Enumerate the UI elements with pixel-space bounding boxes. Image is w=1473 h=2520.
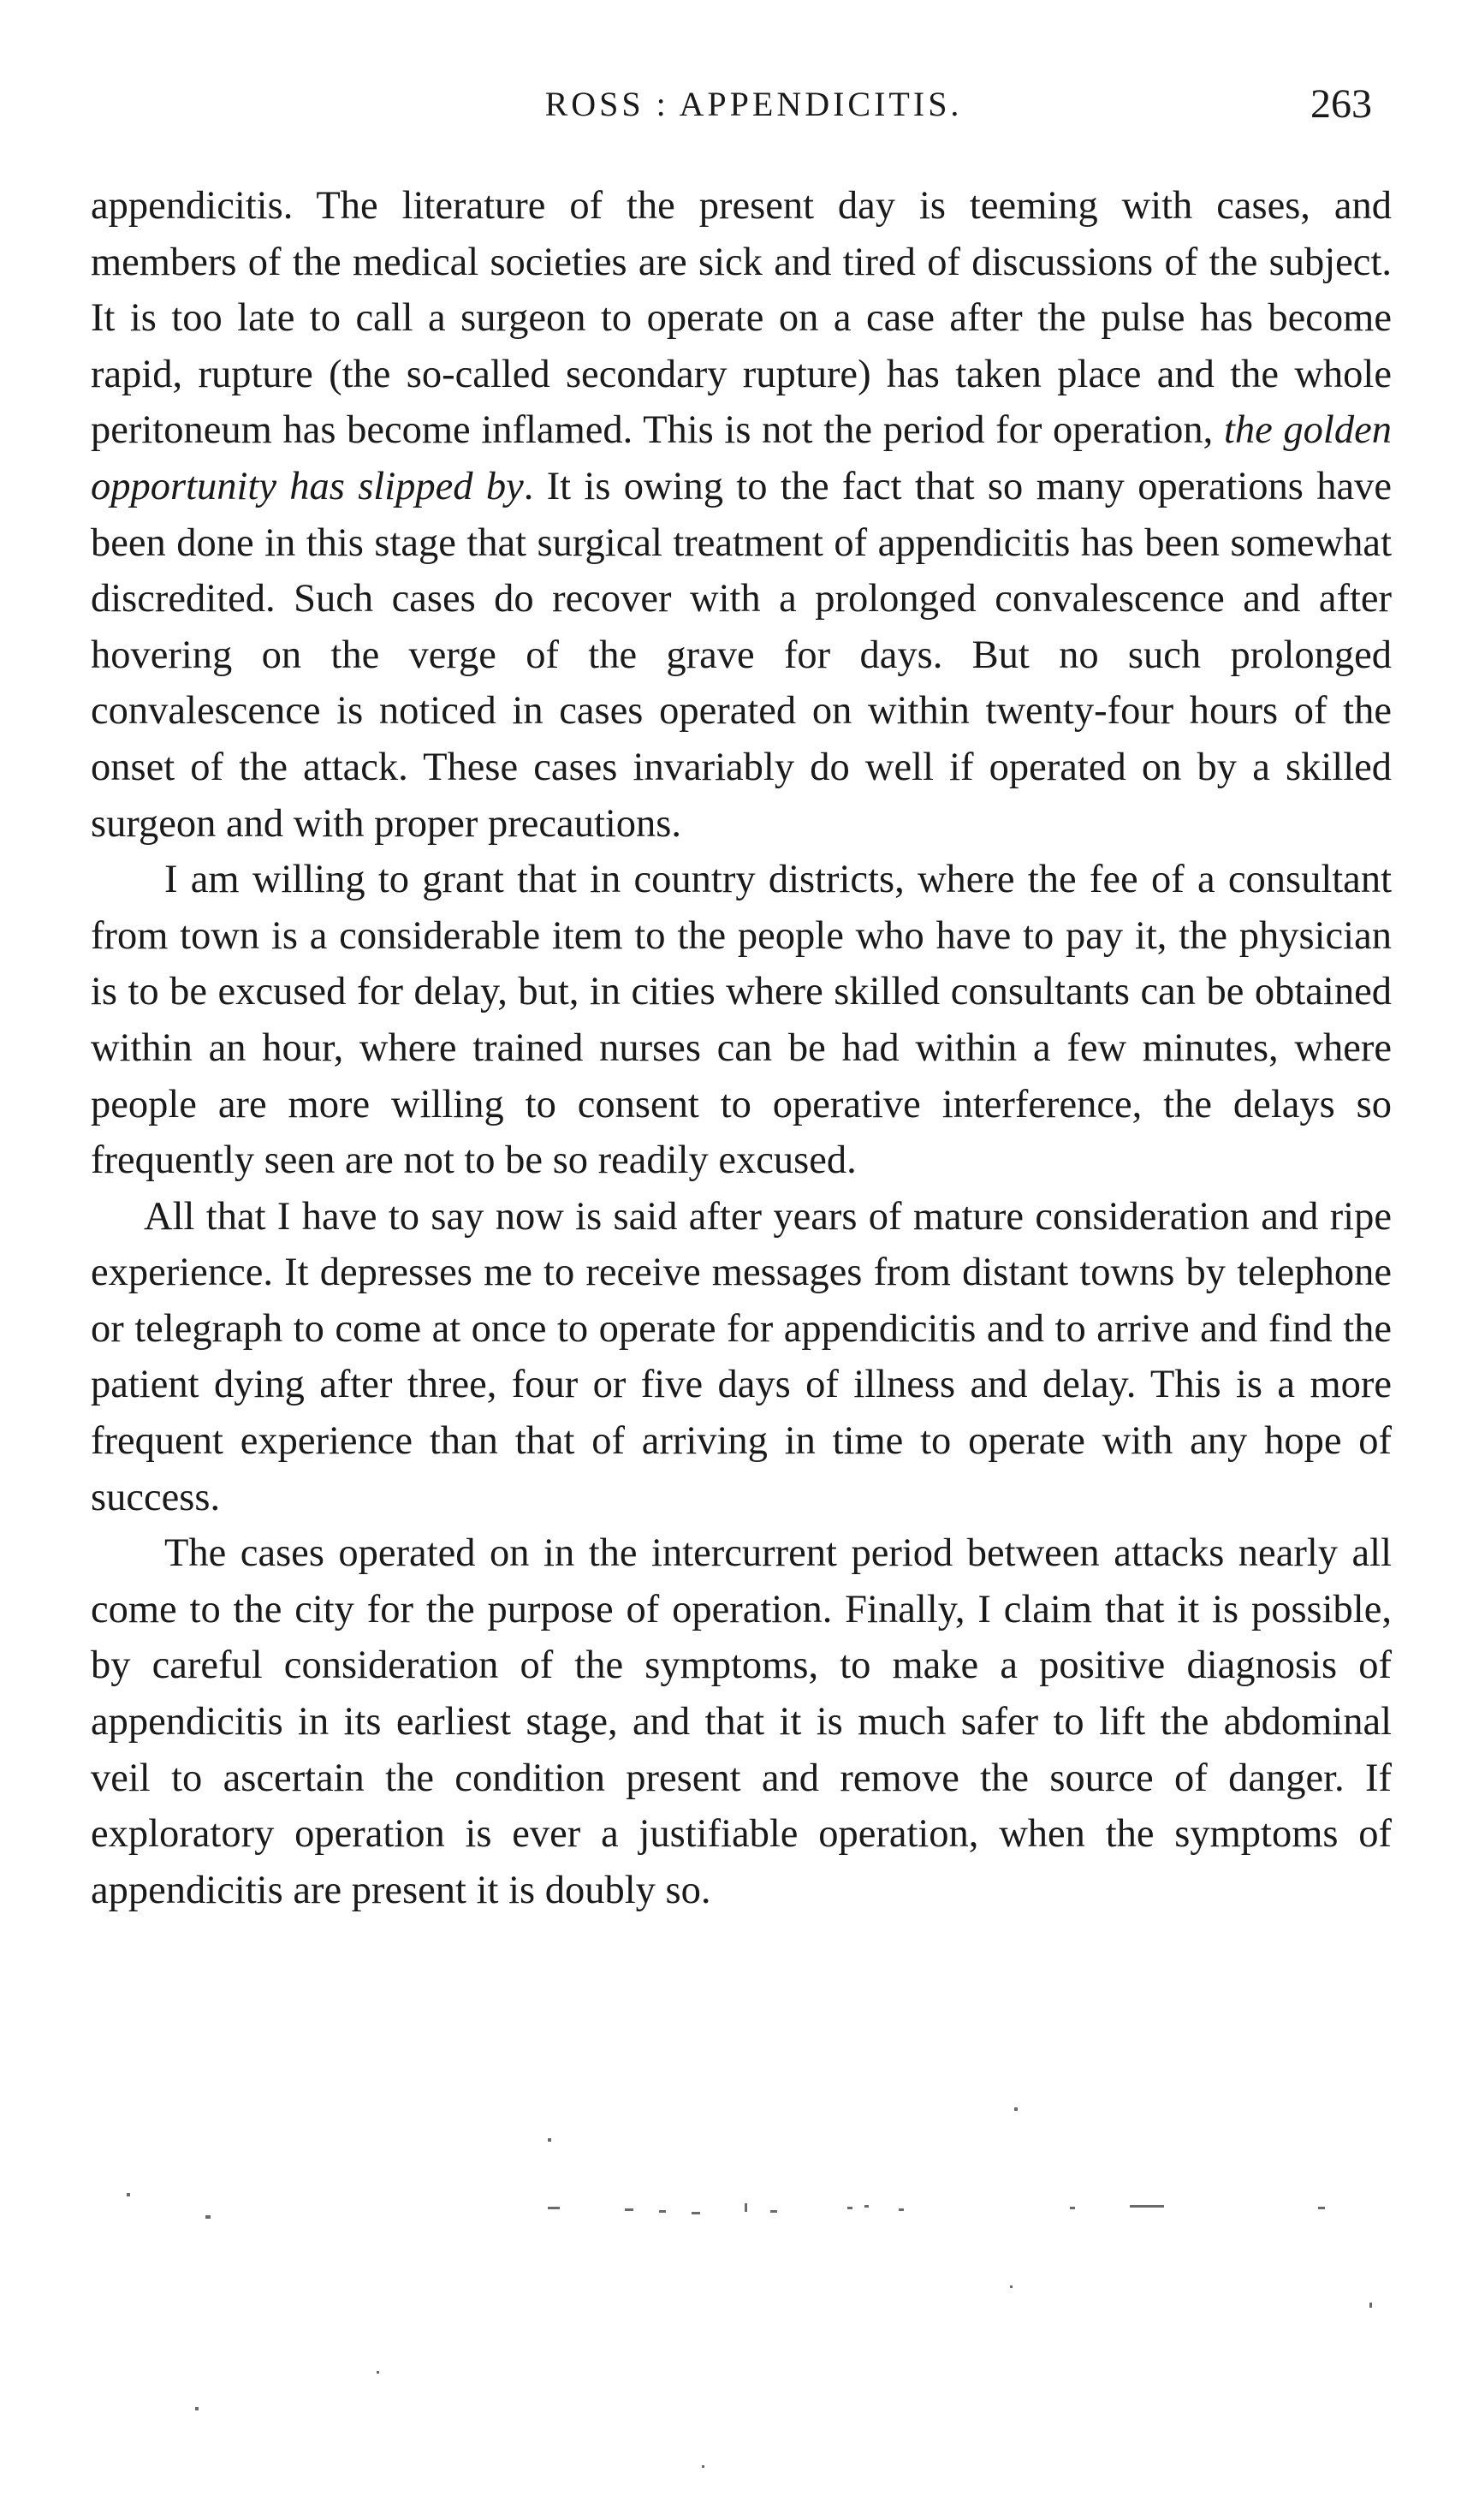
paragraph-1-text: appendicitis. The literature of the present day is teeming with cases, and members of the medical societies are sick and tired of discussions of the subject. It is too late to call a surgeon to operate on a case after the pulse has become rapid, rupture (the so-called secondary rupture) has taken place and the whole peritoneum has become inflamed. This is not the period for operation, — [91, 184, 1392, 453]
italic-phrase: the golden opportunity has slipped by — [91, 408, 1392, 508]
paragraph-4-text: The cases operated on in the intercurrent period between attacks nearly all come to the city for the purpose of operation. Finally, I claim that it is possible, by careful consideration of the symptoms, to make a positive diagnosis of appendicitis in its earliest stage, and that it is much safer to lift the abdominal veil to ascertain the condition present and remove the source of danger. If exploratory operation is ever a justifiable operation, when the symptoms of appendicitis are present it is doubly so. — [91, 1531, 1392, 1912]
running-title: ROSS : APPENDICITIS. — [544, 85, 963, 123]
paragraph-3-text: All that I have to say now is said after years of mature consideration and ripe experience. It depresses me to receive messages from distant towns by telephone or telegraph to come at once to operate for appendicitis and to arrive and find the patient dying after three, four or five days of illness and delay. This is a more frequent experience than that of arriving in time to operate with any hope of success. — [91, 1194, 1392, 1519]
page-number: 263 — [1310, 81, 1372, 127]
paragraph-1-text-cont: . It is owing to the fact that so many operations have been done in this stage that surgical treatment of appendicitis has been somewhat discredited. Such cases do recover with a prolonged convalescence and after hovering on the verge of the grave for days. But no such prolonged convalescence is noticed in cases operated on within twenty-four hours of the onset of the attack. These cases invariably do well if operated on by a skilled surgeon and with proper precautions. — [91, 464, 1392, 846]
paragraph-2-text: I am willing to grant that in country districts, where the fee of a consultant from town is a considerable item to the people who have to pay it, the physician is to be excused for delay, but, in cities where skilled consultants can be obtained within an hour, where trained nurses can be had within a few minutes, where people are more willing to consent to operative interference, the delays so frequently seen are not to be so readily excused. — [91, 858, 1392, 1183]
